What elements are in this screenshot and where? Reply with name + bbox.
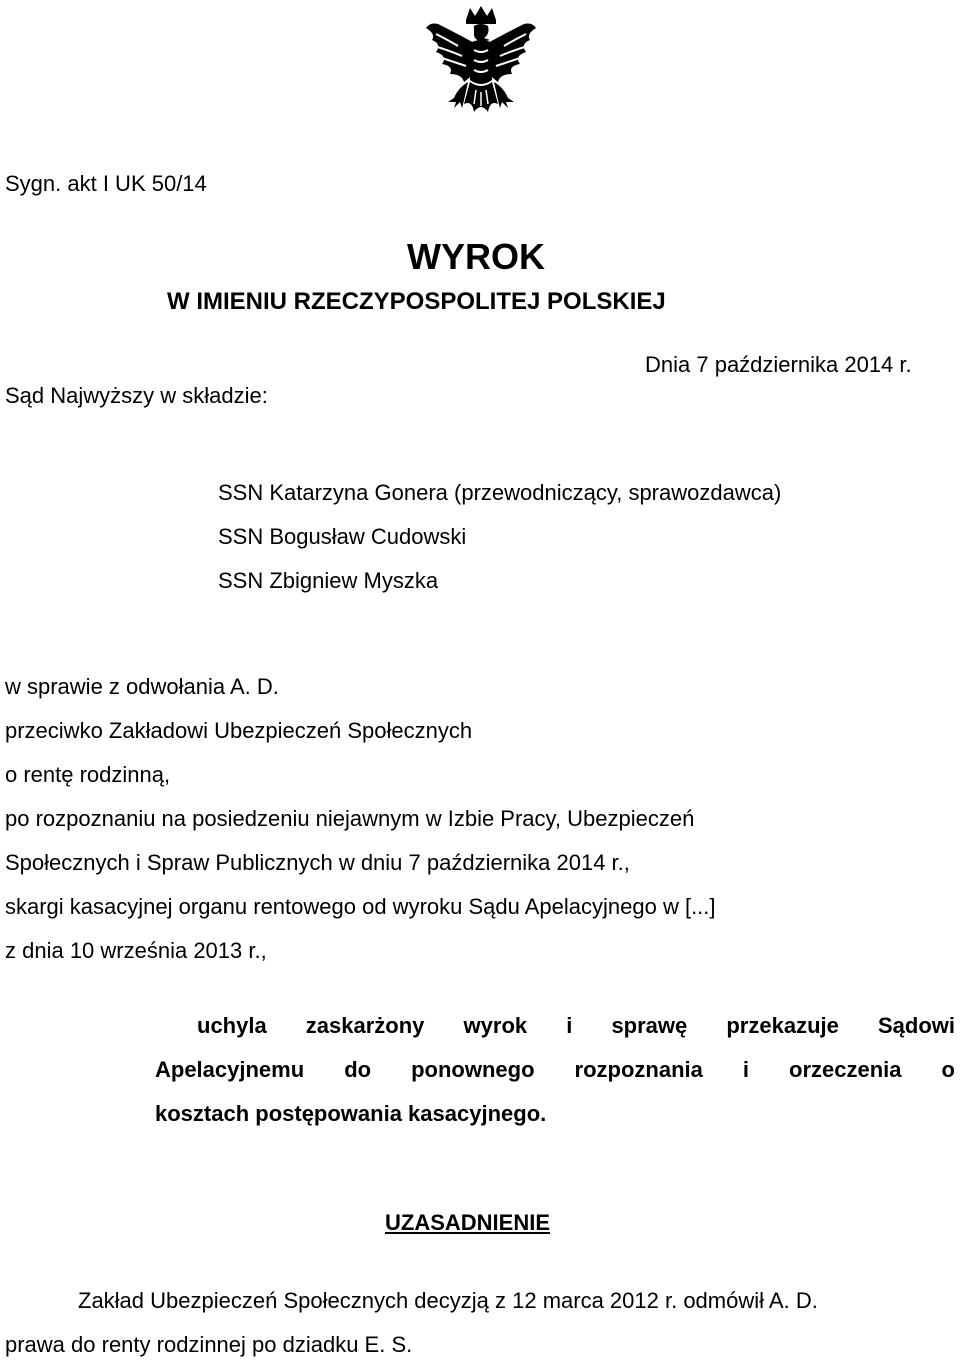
document-title: WYROK [407, 236, 545, 277]
justification-heading: UZASADNIENIE [385, 1210, 551, 1235]
case-line-4: po rozpoznaniu na posiedzeniu niejawnym w Izbie Pracy, Ubezpieczeń [5, 806, 695, 831]
case-line-1: w sprawie z odwołania A. D. [5, 674, 279, 699]
ruling-line-3: kosztach postępowania kasacyjnego. [155, 1101, 547, 1126]
ruling-line-1: uchyla zaskarżony wyrok i sprawę przekazuje Sądowi [197, 1013, 955, 1038]
case-signature: Sygn. akt I UK 50/14 [5, 171, 207, 196]
court-composition-label: Sąd Najwyższy w składzie: [5, 383, 268, 408]
case-line-6: skargi kasacyjnej organu rentowego od wyroku Sądu Apelacyjnego w [...] [5, 894, 716, 919]
case-line-7: z dnia 10 września 2013 r., [5, 938, 267, 963]
case-line-2: przeciwko Zakładowi Ubezpieczeń Społecznych [5, 718, 473, 743]
judge-2: SSN Bogusław Cudowski [218, 524, 467, 549]
justification-line-1: Zakład Ubezpieczeń Społecznych decyzją z 12 marca 2012 r. odmówił A. D. [78, 1288, 818, 1313]
judge-3: SSN Zbigniew Myszka [218, 568, 439, 593]
polish-eagle-emblem [418, 4, 544, 132]
judge-1: SSN Katarzyna Gonera (przewodniczący, sprawozdawca) [218, 480, 782, 505]
ruling-line-2: Apelacyjnemu do ponownego rozpoznania i orzeczenia o [155, 1057, 955, 1082]
justification-line-2: prawa do renty rodzinnej po dziadku E. S. [5, 1332, 413, 1357]
case-line-5: Społecznych i Spraw Publicznych w dniu 7 października 2014 r., [5, 850, 630, 875]
case-line-3: o rentę rodzinną, [5, 762, 171, 787]
document-subtitle: W IMIENIU RZECZYPOSPOLITEJ POLSKIEJ [167, 288, 666, 315]
ruling-date: Dnia 7 października 2014 r. [645, 352, 912, 377]
